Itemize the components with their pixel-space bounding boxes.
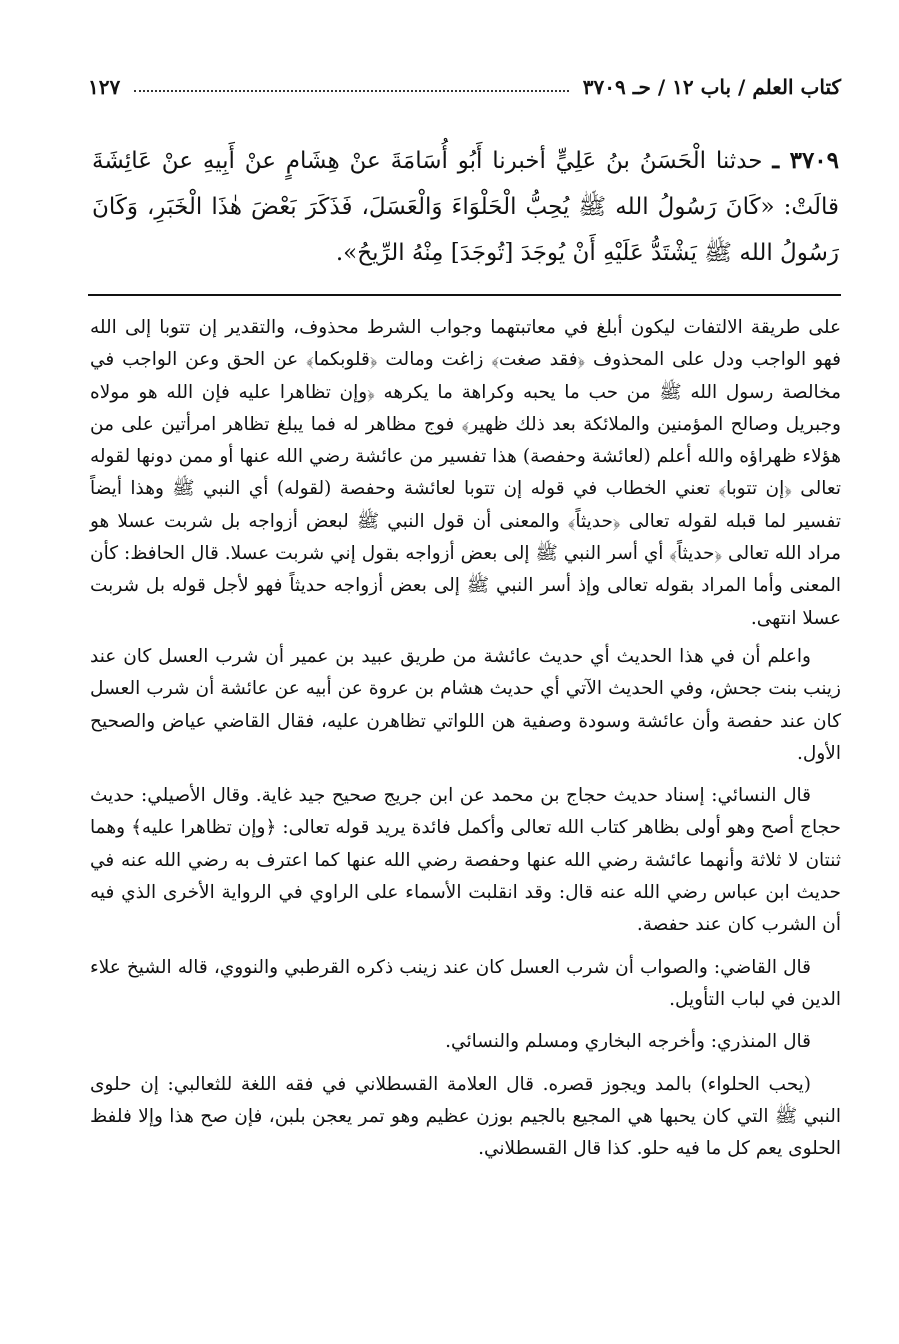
commentary bbox=[90, 312, 841, 1175]
running-header bbox=[88, 70, 841, 104]
commentary-paragraph: على طريقة الالتفات ليكون أبلغ في معاتبتهما وجواب الشرط محذوف، والتقدير إن تتوبا إلى الله فهو الواجب ودل على المحذوف ﴿فقد صغت﴾ زاغت ومالت ﴿قلوبكما﴾ عن الحق وعن الواجب في مخالصة رسول الله ﷺ من حب ما يحبه وكراهة ما يكرهه ﴿وإن تظاهرا عليه فإن الله هو مولاه وجبريل وصالح المؤمنين والملائكة بعد ذلك ظهير﴾ فوج مظاهر له فما يبلغ تظاهر امرأتين على من هؤلاء ظهراؤه والله أعلم (لعائشة وحفصة) هذا تفسير من عائشة رضي الله عنها أو ممن دونها لقوله تعالى ﴿إن تتوبا﴾ تعني الخطاب في قوله إن تتوبا لعائشة وحفصة (لقوله) أي النبي ﷺ وهذا أيضاً تفسير لما قبله لقوله تعالى ﴿حديثاً﴾ والمعنى أن قول النبي ﷺ لبعض أزواجه بل شربت عسلا هو مراد الله تعالى ﴿حديثاً﴾ أي أسر النبي ﷺ إلى بعض أزواجه بقول إني شربت عسلا. قال الحافظ: كأن المعنى وأما المراد بقوله تعالى وإذ أسر النبي ﷺ إلى بعض أزواجه حديثاً فهو لأجل قوله بل شربت عسلا انتهى. bbox=[90, 317, 841, 629]
hadith-body: حدثنا الْحَسَنُ بنُ عَلِيٍّ أخبرنا أَبُو أُسَامَةَ عنْ هِشَامٍ عنْ أَبِيهِ عنْ عَائِشَةَ قالَتْ: «كَانَ رَسُولُ الله ﷺ يُحِبُّ الْحَلْوَاءَ وَالْعَسَلَ، فَذَكَرَ بَعْضَ هٰذَا الْخَبَرِ، وَكَانَ رَسُولُ الله ﷺ يَشْتَدُّ عَلَيْهِ أَنْ يُوجَدَ [تُوجَدَ] مِنْهُ الرِّيحُ». bbox=[92, 148, 839, 266]
leader-dots bbox=[134, 90, 569, 92]
hadith-text bbox=[92, 138, 839, 276]
commentary-paragraph: واعلم أن في هذا الحديث أي حديث عائشة من طريق عبيد بن عمير أن شرب العسل كان عند زينب بنت جحش، وفي الحديث الآتي أي حديث هشام بن عروة عن أبيه عن عائشة أن شرب العسل كان عند حفصة وأن عائشة وسودة وصفية هن اللواتي تظاهرن عليه، فقال القاضي عياض والصحيح الأول. bbox=[90, 645, 841, 764]
running-title: كتاب العلم / باب ١٢ / حـ ٣٧٠٩ bbox=[582, 75, 841, 99]
hadith-number: ٣٧٠٩ ـ bbox=[772, 147, 840, 174]
separator-line bbox=[88, 294, 841, 296]
commentary-paragraph: قال القاضي: والصواب أن شرب العسل كان عند زينب ذكره القرطبي والنووي، قاله الشيخ علاء الدين في لباب التأويل. bbox=[90, 956, 841, 1010]
page-number: ١٢٧ bbox=[88, 75, 121, 99]
commentary-paragraph: قال النسائي: إسناد حديث حجاج بن محمد عن ابن جريج صحيح جيد غاية. وقال الأصيلي: حديث حجاج أصح وهو أولى بظاهر كتاب الله تعالى وأكمل فائدة يريد قوله تعالى: ﴿وإن تظاهرا عليه﴾ وهما ثنتان لا ثلاثة وأنهما عائشة رضي الله عنها وحفصة رضي الله عنها كما اعترف به رضي الله عنه في حديث ابن عباس رضي الله عنه قال: وقد انقلبت الأسماء على الراوي في الرواية الأخرى الذي فيه أن الشرب كان عند حفصة. bbox=[90, 785, 841, 936]
commentary-paragraph: قال المنذري: وأخرجه البخاري ومسلم والنسائي. bbox=[445, 1031, 811, 1053]
commentary-paragraph: (يحب الحلواء) بالمد ويجوز قصره. قال العلامة القسطلاني في فقه اللغة للثعالبي: إن حلوى النبي ﷺ التي كان يحبها هي المجيع بالجيم بوزن عظيم وهو تمر يعجن بلبن، فإن صح هذا وإلا فلفظ الحلوى يعم كل ما فيه حلو. كذا قال القسطلاني. bbox=[90, 1073, 841, 1160]
